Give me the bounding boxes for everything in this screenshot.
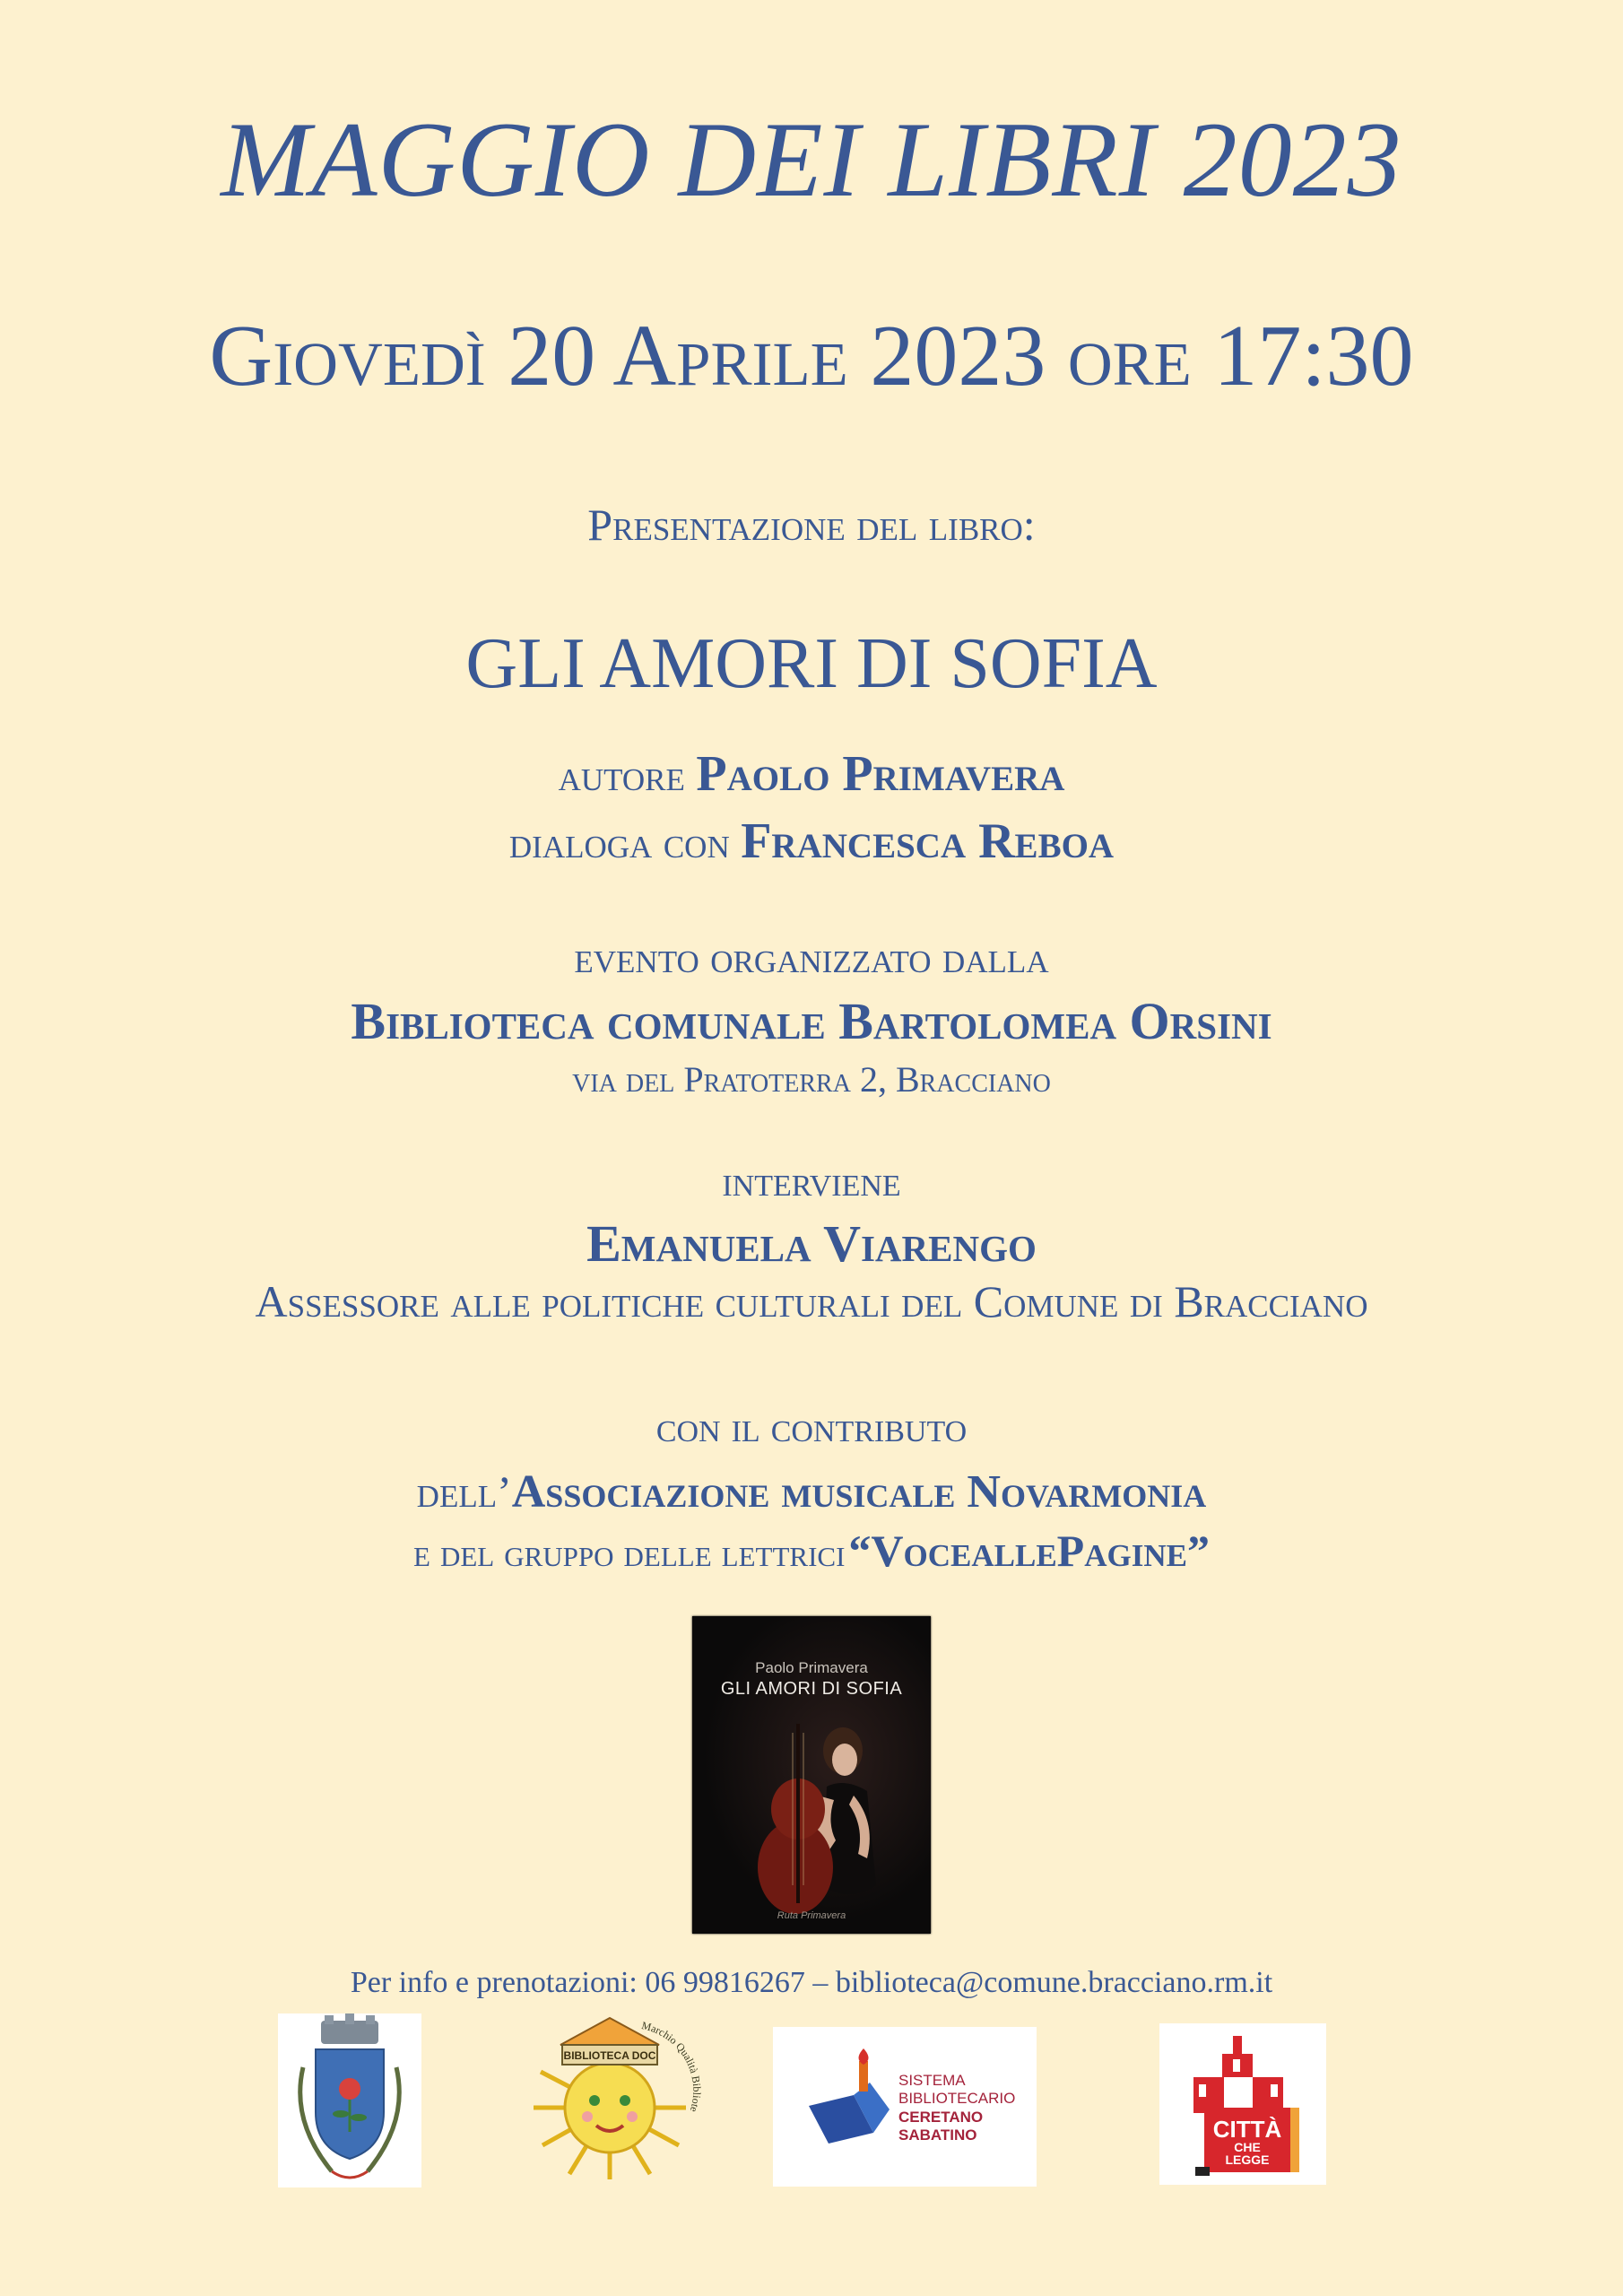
citta-line1: CITTÀ — [1212, 2116, 1282, 2143]
contact-info: Per info e prenotazioni: 06 99816267 – biblioteca@comune.bracciano.rm.it — [350, 1966, 1273, 1999]
comune-bracciano-crest-logo — [278, 2013, 421, 2187]
presentation-intro: Presentazione del libro: — [587, 500, 1036, 550]
biblioteca-doc-logo — [516, 2002, 704, 2181]
author-prefix: autore — [558, 750, 685, 800]
contribution-group — [0, 1525, 1623, 1577]
organizer-name: Biblioteca comunale Bartolomea Orsini — [351, 992, 1272, 1050]
book-title: GLI AMORI DI SOFIA — [465, 624, 1158, 703]
book-cover-image — [692, 1616, 931, 1934]
dialog-line — [0, 813, 1623, 869]
poster-title: MAGGIO DEI LIBRI 2023 — [221, 100, 1402, 219]
assoc-name: Associazione musicale Novarmonia — [511, 1466, 1207, 1518]
cello-woman-illustration — [692, 1616, 931, 1934]
intervention-name: Emanuela Viarengo — [586, 1214, 1037, 1273]
assoc-prefix: dell’ — [416, 1466, 512, 1517]
cover-publisher: Ruta Primavera — [777, 1910, 846, 1921]
dialog-name: Francesca Reboa — [741, 813, 1115, 869]
sistema-text — [898, 2072, 1015, 2145]
contribution-label: con il contributo — [655, 1404, 968, 1451]
bibdoc-label: BIBLIOTECA DOC — [563, 2049, 656, 2062]
crest-icon — [278, 2013, 421, 2187]
contribution-association — [0, 1465, 1623, 1518]
sistema-line2: BIBLIOTECARIO — [898, 2090, 1016, 2108]
event-date: Giovedì 20 Aprile 2023 ore 17:30 — [209, 308, 1414, 404]
author-line — [0, 746, 1623, 802]
cover-title: GLI AMORI DI SOFIA — [720, 1679, 903, 1699]
bibdoc-arc-text: Marchio Qualità Bibliote — [640, 2019, 704, 2114]
author-name: Paolo Primavera — [696, 746, 1065, 802]
cover-author: Paolo Primavera — [755, 1659, 868, 1676]
sistema-line1: SISTEMA — [898, 2072, 966, 2089]
sistema-line4: SABATINO — [898, 2126, 977, 2144]
group-name: “VoceallePagine” — [848, 1526, 1210, 1576]
organizer-label: evento organizzato dalla — [574, 932, 1049, 982]
group-prefix: e del gruppo delle lettrici — [413, 1531, 846, 1575]
intervention-label: interviene — [722, 1158, 901, 1205]
citta-text — [1211, 2118, 1283, 2166]
organizer-address: via del Pratoterra 2, Bracciano — [572, 1059, 1051, 1100]
sistema-bibliotecario-logo — [773, 2027, 1037, 2187]
citta-che-legge-logo — [1159, 2023, 1326, 2185]
dialog-prefix: dialoga con — [508, 817, 730, 867]
sun-library-icon — [516, 2002, 704, 2181]
citta-line2: CHE LEGGE — [1225, 2140, 1270, 2167]
intervention-role: Assessore alle politiche culturali del Comune di Bracciano — [255, 1276, 1368, 1326]
sistema-line3: CERETANO — [898, 2108, 984, 2126]
